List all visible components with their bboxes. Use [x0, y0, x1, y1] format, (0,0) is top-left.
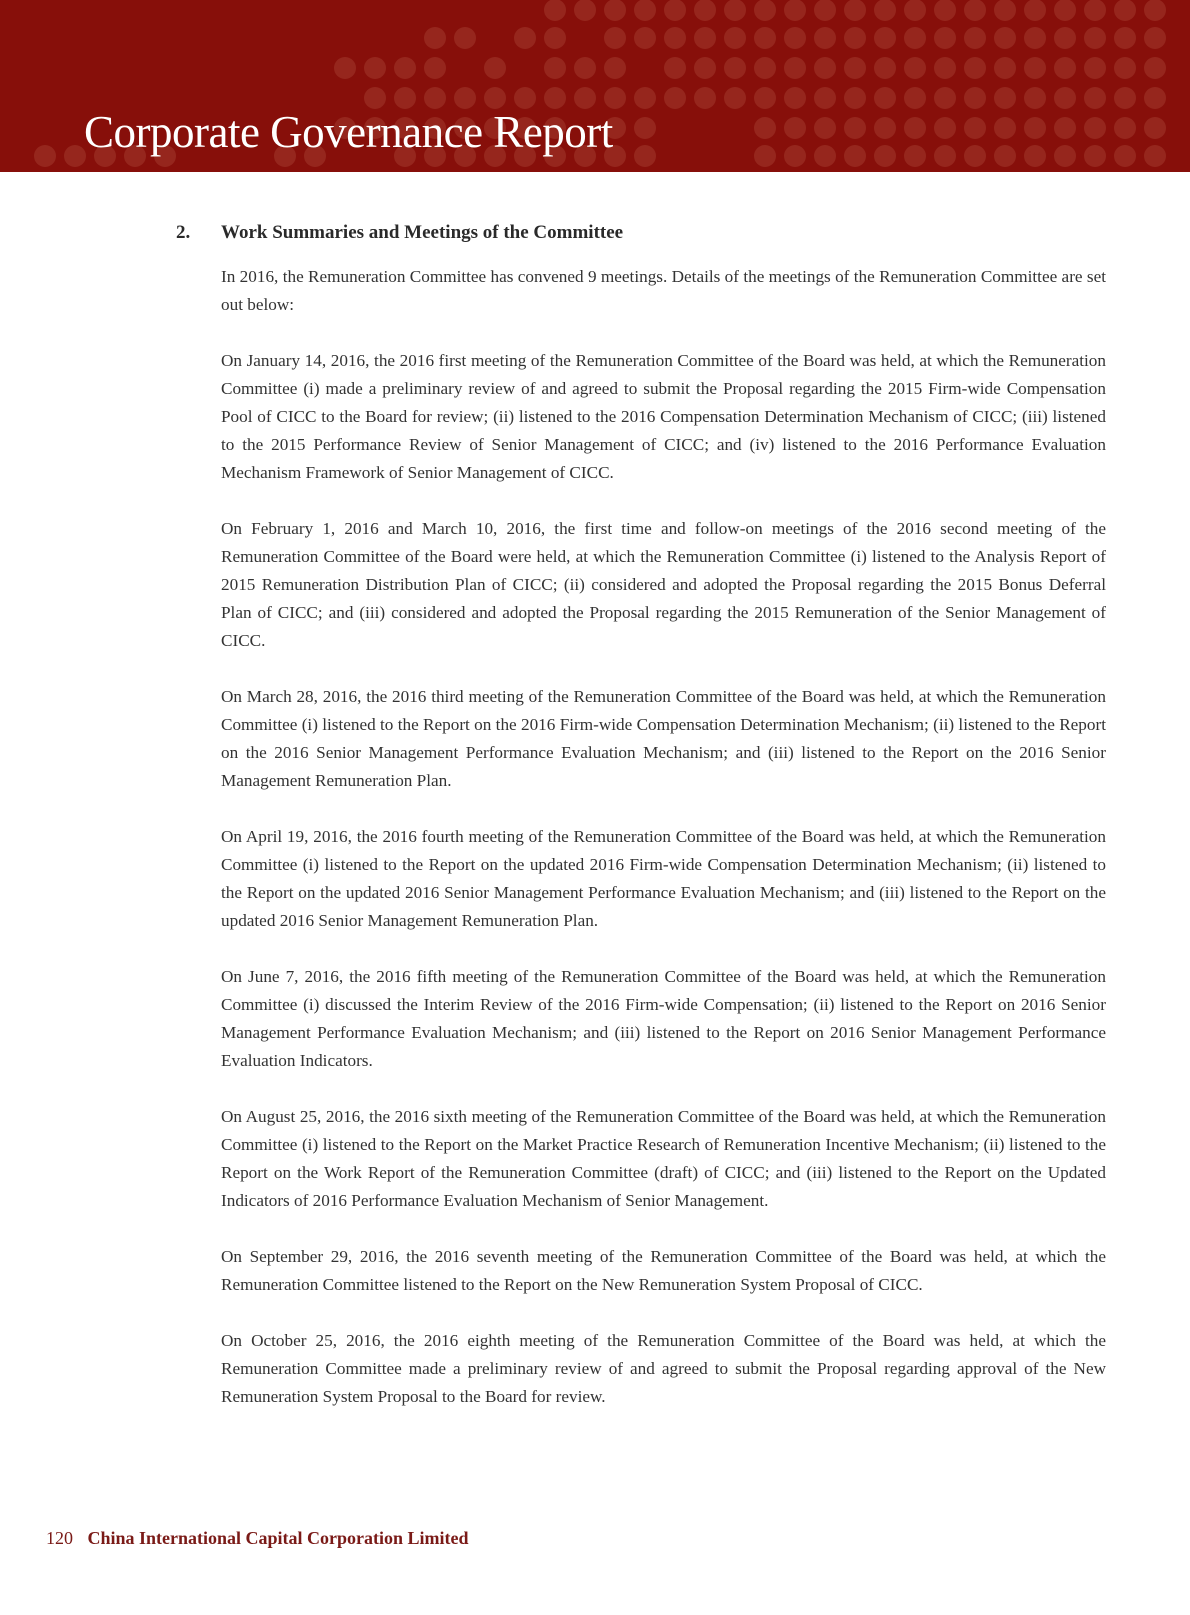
decorative-dot: [1144, 117, 1166, 139]
decorative-dot: [754, 57, 776, 79]
paragraph-intro: In 2016, the Remuneration Committee has convened 9 meetings. Details of the meetings of the Remuneration Committee are set out below:: [221, 267, 1106, 314]
decorative-dot: [994, 27, 1016, 49]
paragraph-meeting-2: On February 1, 2016 and March 10, 2016, the first time and follow-on meetings of the 2016 second meeting of the Remuneration Committee of the Board were held, at which the Remuneration Committee (i) listened to the Analysis Report of 2015 Remuneration Distribution Plan of CICC; (ii) considered and adopted the Proposal regarding the 2015 Bonus Deferral Plan of CICC; and (iii) considered and adopted the Proposal regarding the 2015 Remuneration of the Senior Management of CICC.: [221, 519, 1106, 650]
decorative-dot: [784, 0, 806, 21]
decorative-dot: [484, 57, 506, 79]
decorative-dot: [934, 0, 956, 21]
header-banner: [0, 0, 1190, 172]
decorative-dot: [1054, 57, 1076, 79]
decorative-dot: [1084, 117, 1106, 139]
decorative-dot: [994, 87, 1016, 109]
decorative-dot: [1024, 145, 1046, 167]
decorative-dot: [994, 145, 1016, 167]
decorative-dot: [814, 87, 836, 109]
decorative-dot: [814, 145, 836, 167]
decorative-dot: [754, 0, 776, 21]
decorative-dot: [844, 0, 866, 21]
decorative-dot: [934, 27, 956, 49]
decorative-dot: [784, 87, 806, 109]
decorative-dot: [634, 117, 656, 139]
decorative-dot: [814, 57, 836, 79]
decorative-dot: [814, 0, 836, 21]
decorative-dot: [664, 27, 686, 49]
decorative-dot: [694, 57, 716, 79]
decorative-dot: [604, 27, 626, 49]
decorative-dot: [904, 0, 926, 21]
decorative-dot: [724, 27, 746, 49]
decorative-dot: [514, 27, 536, 49]
decorative-dot: [814, 117, 836, 139]
decorative-dot: [754, 27, 776, 49]
decorative-dot: [724, 87, 746, 109]
decorative-dot: [904, 57, 926, 79]
decorative-dot: [1144, 0, 1166, 21]
paragraph-meeting-1: On January 14, 2016, the 2016 first meeting of the Remuneration Committee of the Board was held, at which the Remuneration Committee (i) made a preliminary review of and agreed to submit the Proposal regarding the 2015 Firm-wide Compensation Pool of CICC to the Board for review; (ii) listened to the 2016 Compensation Determination Mechanism of CICC; (iii) listened to the 2015 Performance Review of Senior Management of CICC; and (iv) listened to the 2016 Performance Evaluation Mechanism Framework of Senior Management of CICC.: [221, 351, 1106, 482]
paragraph-meeting-6: On August 25, 2016, the 2016 sixth meeting of the Remuneration Committee of the Board was held, at which the Remuneration Committee (i) listened to the Report on the Market Practice Research of Remuneration Incentive Mechanism; (ii) listened to the Report on the Work Report of the Remuneration Committee (draft) of CICC; and (iii) listened to the Report on the Updated Indicators of 2016 Performance Evaluation Mechanism of Senior Management.: [221, 1107, 1106, 1210]
decorative-dot: [1144, 57, 1166, 79]
decorative-dot: [1114, 27, 1136, 49]
decorative-dot: [1024, 27, 1046, 49]
paragraph-meeting-4: On April 19, 2016, the 2016 fourth meeting of the Remuneration Committee of the Board was held, at which the Remuneration Committee (i) listened to the Report on the updated 2016 Firm-wide Compensation Determination Mechanism; (ii) listened to the Report on the updated 2016 Senior Management Performance Evaluation Mechanism; and (iii) listened to the Report on the updated 2016 Senior Management Remuneration Plan.: [221, 827, 1106, 930]
company-name: China International Capital Corporation Limited: [87, 1528, 469, 1548]
section-title: Work Summaries and Meetings of the Committee: [221, 222, 624, 243]
decorative-dot: [664, 87, 686, 109]
decorative-dot: [754, 117, 776, 139]
decorative-dot: [874, 117, 896, 139]
paragraph-meeting-8: On October 25, 2016, the 2016 eighth meeting of the Remuneration Committee of the Board was held, at which the Remuneration Committee made a preliminary review of and agreed to submit the Proposal regarding approval of the New Remuneration System Proposal to the Board for review.: [221, 1331, 1106, 1406]
decorative-dot: [544, 57, 566, 79]
decorative-dot: [664, 0, 686, 21]
decorative-dot: [814, 27, 836, 49]
decorative-dot: [1024, 117, 1046, 139]
decorative-dot: [904, 87, 926, 109]
decorative-dot: [904, 145, 926, 167]
section-body: [221, 263, 1106, 1439]
decorative-dot: [1114, 87, 1136, 109]
page-footer: [46, 1528, 469, 1549]
decorative-dot: [994, 117, 1016, 139]
decorative-dot: [1024, 0, 1046, 21]
decorative-dot: [964, 117, 986, 139]
paragraph-meeting-7: On September 29, 2016, the 2016 seventh meeting of the Remuneration Committee of the Board was held, at which the Remuneration Committee listened to the Report on the New Remuneration System Proposal of CICC.: [221, 1247, 1106, 1294]
decorative-dot: [1144, 27, 1166, 49]
decorative-dot: [604, 0, 626, 21]
decorative-dot: [1084, 57, 1106, 79]
decorative-dot: [1024, 57, 1046, 79]
page-title: Corporate Governance Report: [84, 107, 613, 157]
paragraph-meeting-5: On June 7, 2016, the 2016 fifth meeting of the Remuneration Committee of the Board was held, at which the Remuneration Committee (i) discussed the Interim Review of the 2016 Firm-wide Compensation; (ii) listened to the Report on 2016 Senior Management Performance Evaluation Mechanism; and (iii) listened to the Report on 2016 Senior Management Performance Evaluation Indicators.: [221, 967, 1106, 1070]
paragraph-meeting-3: On March 28, 2016, the 2016 third meeting of the Remuneration Committee of the Board was held, at which the Remuneration Committee (i) listened to the Report on the 2016 Firm-wide Compensation Determination Mechanism; (ii) listened to the Report on the 2016 Senior Management Performance Evaluation Mechanism; and (iii) listened to the Report on the 2016 Senior Management Remuneration Plan.: [221, 687, 1106, 790]
decorative-dot: [424, 57, 446, 79]
decorative-dot: [664, 57, 686, 79]
decorative-dot: [754, 145, 776, 167]
decorative-dot: [1114, 145, 1136, 167]
decorative-dot: [34, 145, 56, 167]
decorative-dot: [784, 145, 806, 167]
decorative-dot: [994, 0, 1016, 21]
decorative-dot: [904, 117, 926, 139]
decorative-dot: [424, 27, 446, 49]
page-number: 120: [46, 1528, 73, 1548]
decorative-dot: [544, 0, 566, 21]
decorative-dot: [724, 0, 746, 21]
decorative-dot: [844, 87, 866, 109]
decorative-dot: [1054, 117, 1076, 139]
decorative-dot: [1114, 57, 1136, 79]
decorative-dot: [634, 27, 656, 49]
decorative-dot: [574, 0, 596, 21]
decorative-dot: [64, 145, 86, 167]
section-header: [176, 222, 1106, 244]
decorative-dot: [574, 57, 596, 79]
decorative-dot: [1054, 27, 1076, 49]
decorative-dot: [844, 117, 866, 139]
decorative-dot: [1054, 145, 1076, 167]
decorative-dot: [874, 0, 896, 21]
decorative-dot: [1054, 87, 1076, 109]
decorative-dot: [334, 57, 356, 79]
decorative-dot: [934, 57, 956, 79]
decorative-dot: [844, 145, 866, 167]
decorative-dot: [874, 145, 896, 167]
decorative-dot: [1084, 87, 1106, 109]
decorative-dot: [364, 57, 386, 79]
decorative-dot: [1024, 87, 1046, 109]
decorative-dot: [964, 57, 986, 79]
decorative-dot: [964, 87, 986, 109]
section-heading: [176, 222, 1106, 244]
decorative-dot: [724, 57, 746, 79]
decorative-dot: [964, 145, 986, 167]
decorative-dot: [1144, 87, 1166, 109]
decorative-dot: [934, 87, 956, 109]
decorative-dot: [634, 0, 656, 21]
decorative-dot: [964, 27, 986, 49]
decorative-dot: [694, 27, 716, 49]
decorative-dot: [604, 57, 626, 79]
decorative-dot: [454, 27, 476, 49]
decorative-dot: [394, 57, 416, 79]
decorative-dot: [1114, 117, 1136, 139]
decorative-dot: [1054, 0, 1076, 21]
decorative-dot: [1084, 0, 1106, 21]
decorative-dot: [964, 0, 986, 21]
decorative-dot: [544, 27, 566, 49]
decorative-dot: [1084, 145, 1106, 167]
decorative-dot: [1084, 27, 1106, 49]
decorative-dot: [844, 27, 866, 49]
decorative-dot: [784, 117, 806, 139]
decorative-dot: [934, 117, 956, 139]
decorative-dot: [844, 57, 866, 79]
decorative-dot: [874, 87, 896, 109]
decorative-dot: [784, 27, 806, 49]
decorative-dot: [994, 57, 1016, 79]
decorative-dot: [874, 57, 896, 79]
decorative-dot: [784, 57, 806, 79]
decorative-dot: [874, 27, 896, 49]
section-number: 2.: [176, 222, 191, 243]
decorative-dot: [934, 145, 956, 167]
decorative-dot: [754, 87, 776, 109]
decorative-dot: [634, 145, 656, 167]
decorative-dot: [904, 27, 926, 49]
decorative-dot: [634, 87, 656, 109]
decorative-dot: [694, 0, 716, 21]
decorative-dot: [1114, 0, 1136, 21]
decorative-dot: [694, 87, 716, 109]
decorative-dot: [1144, 145, 1166, 167]
